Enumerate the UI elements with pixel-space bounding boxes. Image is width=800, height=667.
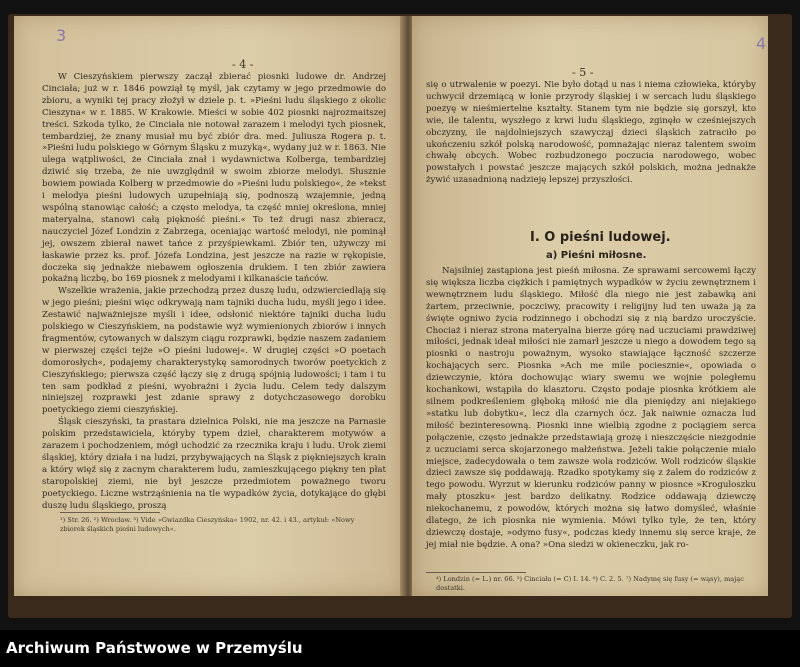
section-subheading: a) Pieśni miłosne. (546, 250, 647, 261)
right-page-intro: się o utrwalenie w poezyi. Nie było dotąd u nas i niema człowieka, któryby uchwycił drzemiącą w łonie przyrody śląskiej i w sercach ludu śląskiego poezyę w nieśmiertelne kształty. Stanem tym nie będzie się gorszył, kto wie, ile talentu, wyszłego z krwi ludu śląskiego, zginęło w cześniejszych obczyzny, ile najdolniejszych szawycząj dzieci śląskich zatraciło po ukończeniu szkół polską narodowość, pomnażając nieraz talentem swoim chwałę obcych. Wobec rozbudzonego poczucia narodowego, wobec powstałych i powstać jeszcze mających szkół polskich, można jednakże żywić uzasadnioną nadzieję lepszej przyszłości. (426, 80, 756, 186)
left-paragraph-2: Wszelkie wrażenia, jakie przechodzą przez duszę ludu, odzwierciedlają się w jego pieśni; pieśni więc odkrywają nam tajniki ducha ludu, myśli jego i idee. Zestawić najważniejsze myśli i idee, odsłonić niektóre tajniki ducha ludu polskiego w Cieszyńskiem, na podstawie wyż wymienionych zbiorów i innych fragmentów, cytowanych w dalszym ciągu rozprawki, będzie naszem zadaniem w pierwszej części tejże »O pieśni ludowej«. W drugiej części »O poetach domorosłych«, podajemy charakterystykę samorodnych tworów poetyckich z Cieszyńskiego; pierwsza część łączy się z drugą spójnią ludowości; i tam i tu ten sam podkład z pieśni, wyobraźni i życia ludu. Celem tedy dalszym niniejszej rozprawki jest zdanie sprawy z dotychczasowego dorobku poetyckiego ziemi cieszyńskiej. (42, 286, 386, 416)
right-footnotes: ⁴) Londzin (= L.) nr. 66. ⁵) Cinciała (= C) I. 14. ⁶) C. 2. 5. ⁷) Nadymę się fusy (= wąsy), mając dostatki. (436, 575, 744, 592)
left-page-body (42, 72, 386, 511)
left-paragraph-3: Śląsk cieszyński, ta prastara dzielnica Polski, nie ma jeszcze na Parnasie polskim przedstawiciela, któryby typem dzieł, charakterem motywów a zarazem i pochodzeniem, mógł uchodzić za rzecznika kraju i ludu. Urok ziemi śląskiej, który działa i na ludzi, przybywających na Śląsk z piękniejszych krain a który więź się z zacnym charakterem ludu, zamieszkującego piękny ten płat staropolskiej ziemi, nie był jeszcze przedmiotem poważnego tworu poetyckiego. Liczne wstrząśnienia na tle wypadków życia, dotykające do głębi duszę ludu śląskiego, proszą (42, 417, 386, 511)
archive-caption-bar (0, 630, 800, 667)
section-heading: I. O pieśni ludowej. (530, 230, 671, 245)
left-footnotes: ¹) Str. 26. ²) Wrocław. ³) Vide »Gwiazdka Cieszyńska« 1902, nr. 42. i 43., artykuł: »Nowy zbiorek śląskich pieśni ludowych«. (60, 516, 355, 533)
right-paragraph-1: Najsilniej zastąpiona jest pieśń miłosna. Ze sprawami sercowemi łączy się większa liczba ciężkich i pamiętnych wypadków w życiu zewnętrznem i wewnętrznem ludu śląskiego. Miłość dla niego nie jest zabawką ani żartem, przeciwnie, poczciwy, pracowity i religijny lud ten uważa ją za święte ogniwo życia rodzinnego i obchodzi się z nią bardzo uroczyście. Chociaż i nieraz strona materyalna bierze górę nad uczuciami prawdziwej miłości, jednak ideał miłości nie zamarł jeszcze u niego a dowodem tego są piosnki o nastroju poważnym, wysoko stawiające łączność szczerze kochających serc. Piosnka »Ach me mile pociesznie«, opowiada o dziewczynie, która dochowując wiary swemu we wojnie poległemu kochankowi, wstąpiła do klasztoru. Często podaje piosnka krótkiem ale silnem podkreśleniem głęboką miłość nie dla pieniędzy ani niejakiego »statku lub dobytku«, lecz dla czarnych ócz. Jak naiwnie oznacza lud miłość bezinteresowną. Piosnki inne wielbią zgodne z pociągiem serca połączenie, często jednakże przedstawiają grozę i nieszczęście niezgodnie z uczuciami serca skojarzonego małżeństwa. Jeżeli takie połączenie miało miejsce, zadecydowała o tem zawsze wola rodziców. Woli rodziców śląskie dzieci zawsze się poddawają. Rzadko spotykamy się z żalem do rodziców z tego powodu. Wyrzut w kierunku rodziców panny w piosnce »Kroguloszku mały ptoszku« jest bardzo delikatny. Rodzice oddawają dziewczę niekochanemu, z powodów, których można się łatwo domyśleć, właśnie dlatego, że ich piosnka nie wymienia. Mówi tylko tyle, że ten, który dziewczę dostaje, »odymo fusy«, podczas kiedy innemu się serce kraje, że jej miał nie będzie. A ona? »Ona siedzi w okieneczku, jak ro- (426, 266, 756, 550)
left-footnote-rule (60, 512, 160, 513)
left-pencil-mark: 3 (56, 26, 67, 45)
right-page-body (426, 266, 756, 564)
left-paragraph-1: W Cieszyńskiem pierwszy zaczął zbierać piosnki ludowe dr. Andrzej Cinciała; już w r. 1846 powziął tę myśl, jak czytamy w jego przedmowie do zbioru, a wyniki tej pracy złożył w dziele p. t. »Pieśni ludu śląskiego z okolic Cieszyna« w r. 1885. W Krakowie. Mieści w sobie 402 piosnki najrozmaitszej treści. Szkoda tylko, że Cinciała nie notował zarazem i melodyi tych piosnek, tembardziej, że znany musiał mu być zbiór dra. med. Juliusza Rogera p. t. »Pieśni ludu polskiego w Górnym Śląsku z muzyką«, wydany już w r. 1863. Nie ulega wątpliwości, że Cinciała znał i wydawnictwa Kolberga, tembardziej dziwić się trzeba, że nie uwzględnił w swoim zbiorze melodyi. Słusznie bowiem powiada Kolberg w przedmowie do »Pieśni ludu polskiego«, że »tekst i melodya pieśni ludowych uzupełniają się, podnoszą wzajemnie, jedną wspólną stanowiąc całość; a często melodya, ta część mniej określona, mniej materyalna, stanowi całą piękność pieśni.« To też drugi nasz zbieracz, nauczyciel Józef Londzin z Zabrzega, oceniając wartość melodyi, nie pominął jej, owszem zbierał nawet tańce z przyśpiewkami. Zbiór ten, używczy mi łaskawie przez ks. prof. Józefa Londzina, jest jeszcze na razie w rękopisie, doczeka się jednakże niebawem ogłoszenia drukiem. I ten zbiór zawiera pokaźną liczbę, bo 169 piosnek z melodyami i kilkanaście tańców. (42, 72, 386, 285)
right-pencil-mark: 4 (756, 34, 767, 53)
left-page-number: - 4 - (232, 58, 254, 71)
right-footnote-rule (426, 572, 526, 573)
right-page-number: - 5 - (572, 66, 594, 79)
archive-caption: Archiwum Państwowe w Przemyślu (6, 639, 303, 657)
